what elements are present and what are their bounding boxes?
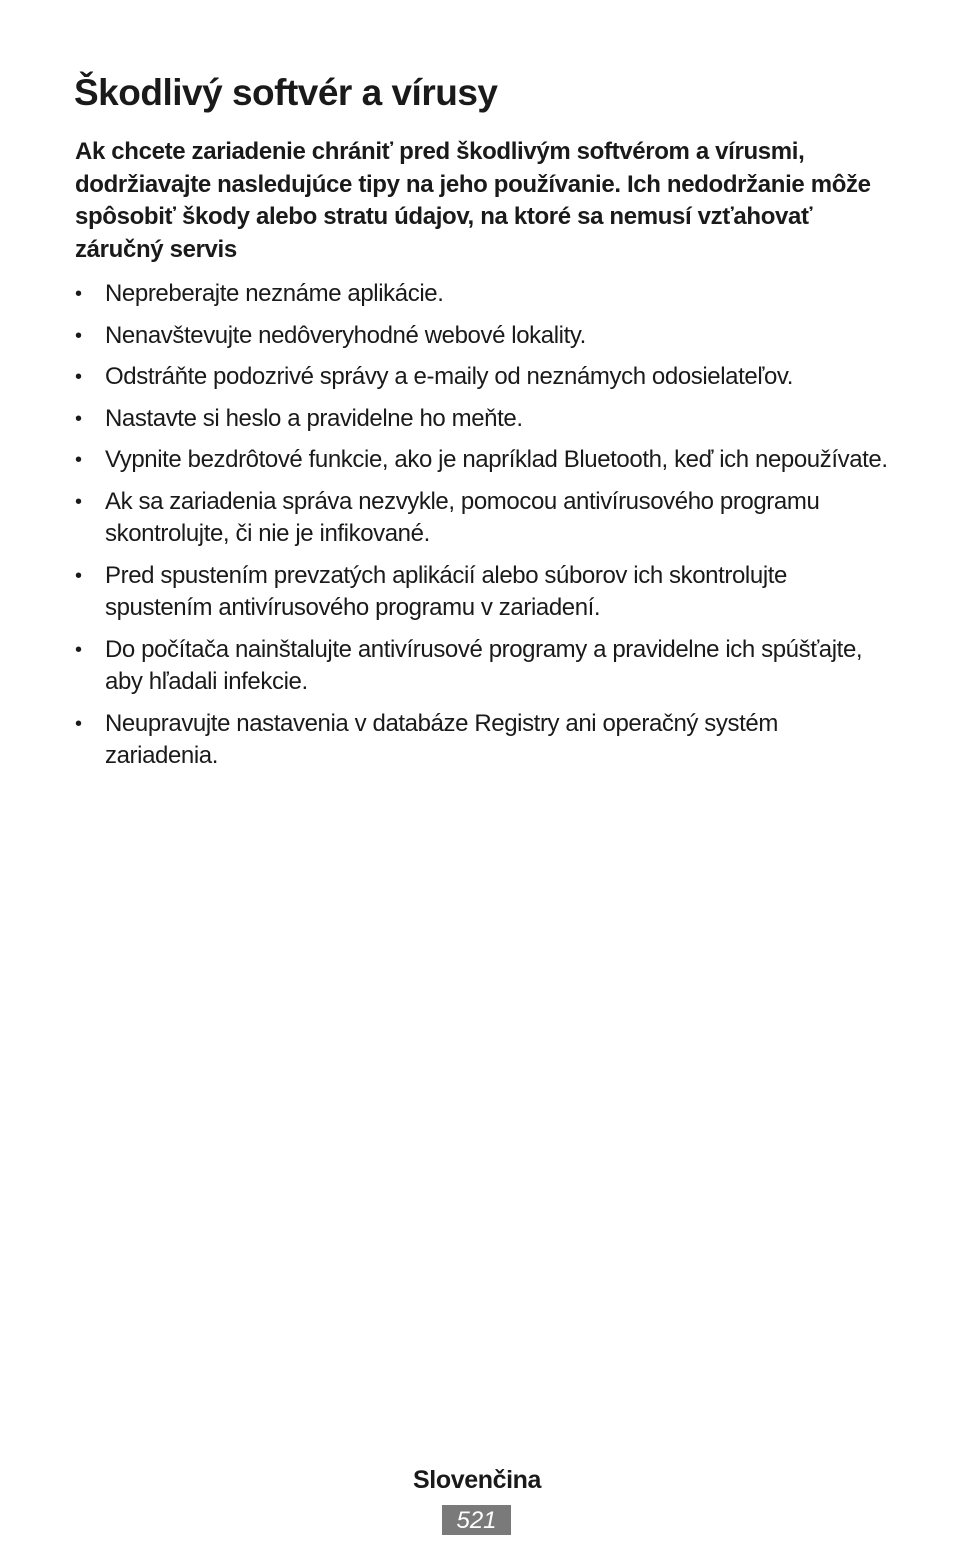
list-item-text: Ak sa zariadenia správa nezvykle, pomocou antivírusového programu skontrolujte, či nie je infikované.	[105, 487, 820, 547]
tips-list	[75, 278, 895, 782]
list-item	[75, 403, 895, 436]
bullet-icon: •	[75, 407, 82, 430]
bullet-icon: •	[75, 564, 82, 587]
list-item	[75, 560, 895, 625]
bullet-icon: •	[75, 638, 82, 661]
list-item	[75, 320, 895, 353]
list-item	[75, 444, 895, 477]
list-item-text: Nenavštevujte nedôveryhodné webové lokality.	[105, 321, 586, 349]
bullet-icon: •	[75, 366, 82, 388]
list-item	[75, 486, 895, 551]
list-item-text: Nepreberajte neznáme aplikácie.	[105, 280, 444, 307]
bullet-icon: •	[75, 490, 82, 513]
footer-language: Slovenčina	[413, 1466, 541, 1494]
page-title: Škodlivý softvér a vírusy	[74, 72, 498, 113]
list-item-text: Pred spustením prevzatých aplikácií alebo súborov ich skontrolujte spustením antivírusového programu v zariadení.	[105, 561, 787, 621]
list-item-text: Odstráňte podozrivé správy a e-maily od neznámych odosielateľov.	[105, 363, 793, 390]
list-item	[75, 634, 895, 699]
list-item	[75, 708, 895, 773]
list-item-text: Nastavte si heslo a pravidelne ho meňte.	[105, 404, 523, 432]
page-number-badge: 521	[442, 1505, 511, 1535]
list-item-text: Vypnite bezdrôtové funkcie, ako je napríklad Bluetooth, keď ich nepoužívate.	[105, 446, 888, 473]
bullet-icon: •	[75, 324, 82, 347]
bullet-icon: •	[75, 712, 82, 735]
bullet-icon: •	[75, 449, 82, 471]
list-item-text: Neupravujte nastavenia v databáze Registry ani operačný systém zariadenia.	[105, 709, 778, 769]
intro-paragraph: Ak chcete zariadenie chrániť pred škodlivým softvérom a vírusmi, dodržiavajte nasledujúce tipy na jeho používanie. Ich nedodržanie môže spôsobiť škody alebo stratu údajov, na ktoré sa nemusí vzťahovať záručný servis	[75, 138, 871, 263]
list-item	[75, 361, 895, 394]
list-item	[75, 278, 895, 311]
list-item-text: Do počítača nainštalujte antivírusové programy a pravidelne ich spúšťajte, aby hľadali infekcie.	[105, 635, 863, 695]
bullet-icon: •	[75, 283, 82, 305]
